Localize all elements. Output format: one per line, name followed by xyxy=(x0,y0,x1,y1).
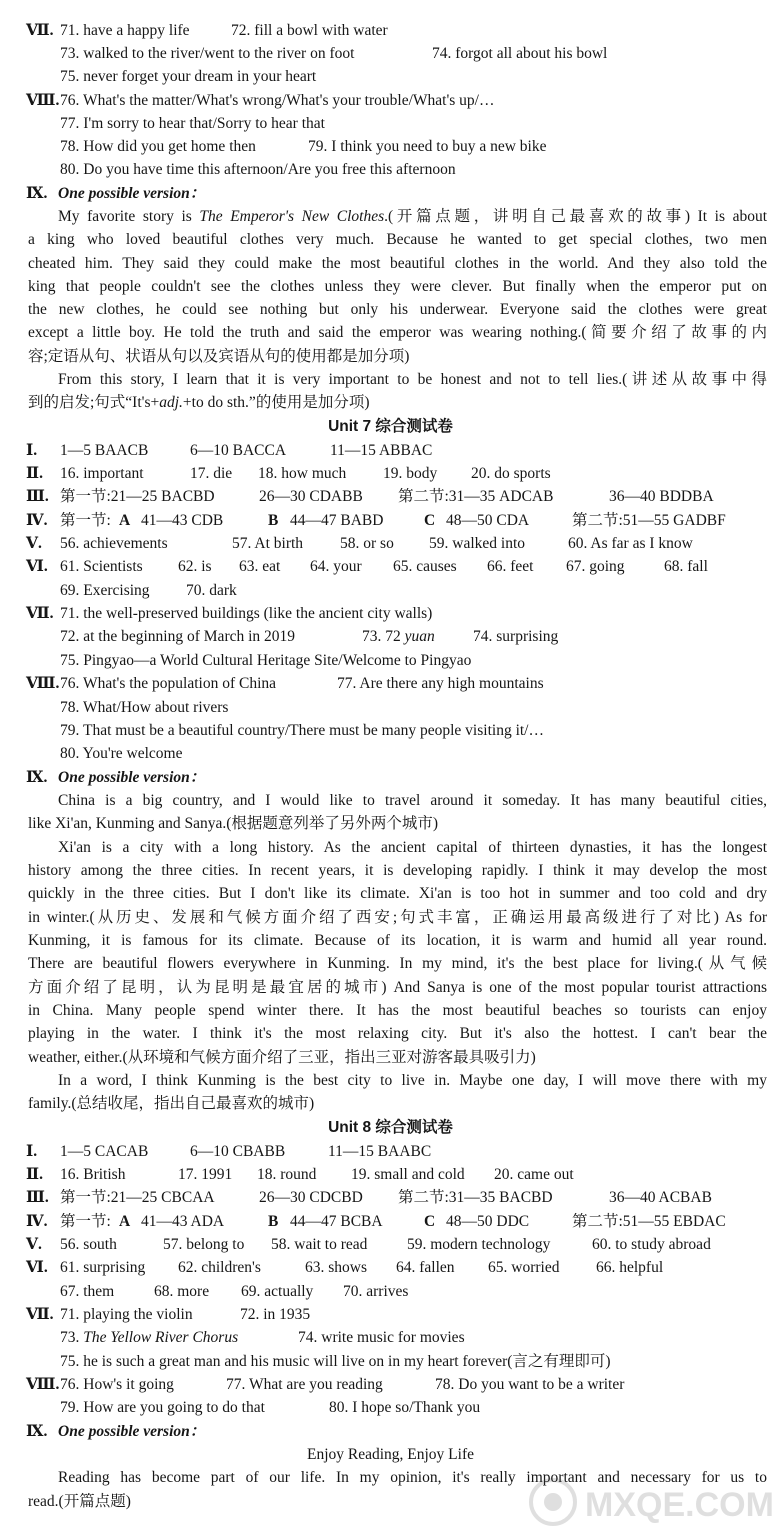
answer: 48—50 DDC xyxy=(446,1213,530,1230)
essay-line: history among the three cities. In recent years, it is developing rapidly. I think it may develop the most xyxy=(28,862,767,879)
u8-viii-row1 xyxy=(0,1373,781,1396)
answer: 11—15 ABBAC xyxy=(330,442,433,459)
answer: 56. south xyxy=(60,1236,117,1253)
answer: 57. belong to xyxy=(163,1236,245,1253)
answer: 57. At birth xyxy=(232,535,304,552)
answer: 61. Scientists xyxy=(60,558,143,575)
part-label: A xyxy=(119,1213,131,1230)
answer: 第二节:31—35 ADCAB xyxy=(398,488,554,505)
answer: 11—15 BAABC xyxy=(328,1143,432,1160)
answer: 36—40 ACBAB xyxy=(609,1189,712,1206)
section-number: Ⅲ. xyxy=(26,488,49,505)
answer: 80. Do you have time this afternoon/Are you free this afternoon xyxy=(60,161,456,178)
answer: 72. at the beginning of March in 2019 xyxy=(60,628,296,645)
essay-line: From this story, I learn that it is very important to be honest and not to tell lies.(讲述从故事中得 xyxy=(58,371,767,388)
section-number: Ⅲ. xyxy=(26,1189,49,1206)
section-number: Ⅴ. xyxy=(26,535,42,552)
part-label: C xyxy=(424,512,436,529)
answer: 第二节:51—55 GADBF xyxy=(572,512,726,529)
answer: 77. What are you reading xyxy=(226,1376,383,1393)
u7-viii-row1 xyxy=(0,672,781,695)
answer: 61. surprising xyxy=(60,1259,146,1276)
answer: 16. important xyxy=(60,465,144,482)
essay-line: quickly in the three cities. But I don't like its climate. Xi'an is too hot in summer and too cold and dry xyxy=(28,885,767,902)
part-label: A xyxy=(119,512,131,529)
answer: 56. achievements xyxy=(60,535,168,552)
answer: 71. the well-preserved buildings (like the ancient city walls) xyxy=(60,605,433,622)
answer: 76. What's the population of China xyxy=(60,675,277,692)
answer: 44—47 BCBA xyxy=(290,1213,383,1230)
essay-line: playing in the water. I think it's the most relaxing city. But it's also the hottest. I can't bear the xyxy=(28,1025,767,1042)
essay-line: My favorite story is The Emperor's New Clothes.(开篇点题，讲明自己最喜欢的故事) It is about xyxy=(58,208,767,225)
section-number: Ⅸ. xyxy=(26,185,48,202)
u8-i xyxy=(0,1140,781,1163)
answer: 78. How did you get home then xyxy=(60,138,256,155)
section-number: Ⅷ. xyxy=(26,675,60,692)
answer: 第二节:51—55 EBDAC xyxy=(572,1213,726,1230)
watermark-logo xyxy=(525,1472,775,1532)
u8-vii-row3 xyxy=(0,1350,781,1373)
essay-line: in winter.(从历史、发展和气候方面介绍了西安;句式丰富，正确运用最高级进行了对比) As for xyxy=(28,909,767,926)
answer: 58. or so xyxy=(340,535,394,552)
u8-vi-row1 xyxy=(0,1256,781,1279)
essay-line: read.(开篇点题) xyxy=(28,1493,131,1510)
part-label: B xyxy=(268,512,279,529)
section-number: Ⅵ. xyxy=(26,558,48,575)
answer: 60. As far as I know xyxy=(568,535,693,552)
u7-vii-row3 xyxy=(0,649,781,672)
u7-vi-row2 xyxy=(0,579,781,602)
u6-vii-row3 xyxy=(0,65,781,88)
version-label: One possible version： xyxy=(58,185,206,202)
answer: 第一节: xyxy=(60,512,111,529)
u8-viii-row2 xyxy=(0,1396,781,1419)
essay-line: king that people couldn't see the clothes unless they were clever. But finally when the emperor put on xyxy=(28,278,767,295)
answer: 77. Are there any high mountains xyxy=(337,675,544,692)
essay-line: Reading has become part of our life. In my opinion, it's really important and necessary for us to xyxy=(58,1469,767,1486)
answer: 65. worried xyxy=(488,1259,560,1276)
section-number: Ⅳ. xyxy=(26,512,48,529)
answer: 65. causes xyxy=(393,558,457,575)
section-number: Ⅴ. xyxy=(26,1236,42,1253)
essay-line: weather, either.(从环境和气候方面介绍了三亚，指出三亚对游客最具吸引力) xyxy=(28,1049,536,1066)
answer: 78. Do you want to be a writer xyxy=(435,1376,625,1393)
essay-line: In a word, I think Kunming is the best city to live in. Maybe one day, I will move there with my xyxy=(58,1072,767,1089)
u8-iii xyxy=(0,1186,781,1209)
answer: 第一节: xyxy=(60,1213,111,1230)
answer: 66. feet xyxy=(487,558,534,575)
answer: 1—5 BAACB xyxy=(60,442,149,459)
answer: 67. going xyxy=(566,558,625,575)
answer: 58. wait to read xyxy=(271,1236,368,1253)
essay-line: There are beautiful flowers everywhere in Kunming. In my mind, it's the best place for living.(从气候 xyxy=(28,955,767,972)
answer: 75. he is such a great man and his music will live on in my heart forever(言之有理即可) xyxy=(60,1353,611,1370)
answer: 26—30 CDABB xyxy=(259,488,363,505)
answer: 18. round xyxy=(257,1166,317,1183)
answer: 16. British xyxy=(60,1166,126,1183)
answer: 62. is xyxy=(178,558,212,575)
answer: 74. forgot all about his bowl xyxy=(432,45,608,62)
answer: 41—43 ADA xyxy=(141,1213,225,1230)
answer: 69. actually xyxy=(241,1283,314,1300)
watermark-text: MXQE.COM xyxy=(585,1486,774,1524)
answer: 63. eat xyxy=(239,558,281,575)
unit8-title: Unit 8 综合测试卷 xyxy=(328,1119,453,1136)
u7-ix-header xyxy=(0,766,781,789)
answer: 72. fill a bowl with water xyxy=(231,22,388,39)
answer: 19. body xyxy=(383,465,438,482)
answer: 79. How are you going to do that xyxy=(60,1399,265,1416)
essay-line: 容;定语从句、状语从句以及宾语从句的使用都是加分项) xyxy=(28,348,410,365)
essay-line: 到的启发;句式“It's+adj.+to do sth.”的使用是加分项) xyxy=(28,394,370,411)
u7-vi-row1 xyxy=(0,555,781,578)
answer: 76. How's it going xyxy=(60,1376,174,1393)
u6-vii-row1 xyxy=(0,19,781,42)
essay-line: China is a big country, and I would like to travel around it someday. It has many beautiful cities, xyxy=(58,792,767,809)
essay-title: Enjoy Reading, Enjoy Life xyxy=(306,1446,475,1463)
answer: 73. walked to the river/went to the river on foot xyxy=(60,45,355,62)
u7-i xyxy=(0,439,781,462)
section-number: Ⅷ. xyxy=(26,92,60,109)
answer: 78. What/How about rivers xyxy=(60,699,229,716)
answer: 第一节:21—25 BACBD xyxy=(60,488,215,505)
answer: 63. shows xyxy=(305,1259,368,1276)
essay-line: family.(总结收尾，指出自己最喜欢的城市) xyxy=(28,1095,315,1112)
answer: 1—5 CACAB xyxy=(60,1143,149,1160)
section-number: Ⅶ. xyxy=(26,22,54,39)
u7-viii-row2 xyxy=(0,696,781,719)
essay-line: except a little boy. He told the truth and said the emperor was wearing nothing.(简要介绍了故事的内 xyxy=(28,324,767,341)
u8-vi-row2 xyxy=(0,1280,781,1303)
part-label: C xyxy=(424,1213,436,1230)
essay-line: 方面介绍了昆明，认为昆明是最宜居的城市) And Sanya is one of the most popular tourist attractions xyxy=(28,979,767,996)
version-label: One possible version： xyxy=(58,1423,206,1440)
u6-viii-row3 xyxy=(0,135,781,158)
answer: 74. surprising xyxy=(473,628,559,645)
answer: 64. your xyxy=(310,558,362,575)
u7-iv xyxy=(0,509,781,532)
answer: 第一节:21—25 CBCAA xyxy=(60,1189,215,1206)
answer: 79. That must be a beautiful country/There must be many people visiting it/… xyxy=(60,722,544,739)
section-number: Ⅳ. xyxy=(26,1213,48,1230)
u8-vii-row1 xyxy=(0,1303,781,1326)
section-number: Ⅸ. xyxy=(26,769,48,786)
answer: 60. to study abroad xyxy=(592,1236,711,1253)
answer: 68. more xyxy=(154,1283,210,1300)
answer: 73. The Yellow River Chorus xyxy=(60,1329,239,1346)
u8-v xyxy=(0,1233,781,1256)
answer: 75. never forget your dream in your heart xyxy=(60,68,317,85)
answer: 76. What's the matter/What's wrong/What's your trouble/What's up/… xyxy=(60,92,495,109)
answer: 66. helpful xyxy=(596,1259,664,1276)
answer: 59. walked into xyxy=(429,535,525,552)
u7-iii xyxy=(0,485,781,508)
u8-ii xyxy=(0,1163,781,1186)
answer: 71. playing the violin xyxy=(60,1306,193,1323)
answer: 59. modern technology xyxy=(407,1236,551,1253)
section-number: Ⅶ. xyxy=(26,1306,54,1323)
section-number: Ⅵ. xyxy=(26,1259,48,1276)
answer: 67. them xyxy=(60,1283,115,1300)
section-number: Ⅰ. xyxy=(26,1143,38,1160)
u8-iv xyxy=(0,1210,781,1233)
answer: 80. I hope so/Thank you xyxy=(329,1399,481,1416)
answer: 68. fall xyxy=(664,558,708,575)
u7-vii-row2 xyxy=(0,625,781,648)
u6-viii-row4 xyxy=(0,158,781,181)
answer: 6—10 CBABB xyxy=(190,1143,286,1160)
u7-viii-row3 xyxy=(0,719,781,742)
answer: 64. fallen xyxy=(396,1259,455,1276)
answer: 41—43 CDB xyxy=(141,512,224,529)
essay-line: the new clothes, he could see nothing but only his underwear. Everyone said the clothes were great xyxy=(28,301,767,318)
answer: 36—40 BDDBA xyxy=(609,488,714,505)
answer: 20. came out xyxy=(494,1166,574,1183)
section-number: Ⅰ. xyxy=(26,442,38,459)
essay-line: Kunming, it is famous for its climate. Because of its location, it is warm and humid all year round. xyxy=(28,932,767,949)
u6-vii-row2 xyxy=(0,42,781,65)
u8-ix-header xyxy=(0,1420,781,1443)
answer: 17. die xyxy=(190,465,233,482)
section-number: Ⅶ. xyxy=(26,605,54,622)
u6-viii-row1 xyxy=(0,89,781,112)
u7-viii-row4 xyxy=(0,742,781,765)
answer: 80. You're welcome xyxy=(60,745,183,762)
answer: 6—10 BACCA xyxy=(190,442,287,459)
answer: 19. small and cold xyxy=(351,1166,465,1183)
answer: 18. how much xyxy=(258,465,347,482)
answer: 71. have a happy life xyxy=(60,22,190,39)
u7-vii-row1 xyxy=(0,602,781,625)
unit7-title: Unit 7 综合测试卷 xyxy=(328,418,453,435)
answer: 75. Pingyao—a World Cultural Heritage Site/Welcome to Pingyao xyxy=(60,652,472,669)
essay-line: in China. Many people spend winter there. It has the most beautiful beaches so tourists can enjoy xyxy=(28,1002,767,1019)
section-number: Ⅱ. xyxy=(26,1166,43,1183)
u7-ii xyxy=(0,462,781,485)
essay-line: like Xi'an, Kunming and Sanya.(根据题意列举了另外两个城市) xyxy=(28,815,439,832)
answer: 26—30 CDCBD xyxy=(259,1189,363,1206)
essay-line: a king who loved beautiful clothes very much. Because he wanted to get special clothes, two men xyxy=(28,231,767,248)
section-number: Ⅷ. xyxy=(26,1376,60,1393)
answer: 70. arrives xyxy=(343,1283,409,1300)
answer: 74. write music for movies xyxy=(298,1329,465,1346)
answer: 77. I'm sorry to hear that/Sorry to hear that xyxy=(60,115,325,132)
answer: 44—47 BABD xyxy=(290,512,384,529)
u6-ix-header xyxy=(0,182,781,205)
answer: 第二节:31—35 BACBD xyxy=(398,1189,553,1206)
u7-v xyxy=(0,532,781,555)
section-number: Ⅱ. xyxy=(26,465,43,482)
essay-line: Xi'an is a city with a long history. As the ancient capital of thirteen dynasties, it has the longest xyxy=(58,839,767,856)
essay-line: cheated him. They said they could make the most beautiful clothes in the world. And they also told the xyxy=(28,255,767,272)
section-number: Ⅸ. xyxy=(26,1423,48,1440)
answer: 17. 1991 xyxy=(178,1166,233,1183)
version-label: One possible version： xyxy=(58,769,206,786)
answer: 69. Exercising xyxy=(60,582,150,599)
answer: 48—50 CDA xyxy=(446,512,530,529)
part-label: B xyxy=(268,1213,279,1230)
answer: 73. 72 yuan xyxy=(362,628,435,645)
answer: 72. in 1935 xyxy=(240,1306,311,1323)
answer: 62. children's xyxy=(178,1259,261,1276)
answer: 70. dark xyxy=(186,582,237,599)
answer: 79. I think you need to buy a new bike xyxy=(308,138,547,155)
u6-viii-row2 xyxy=(0,112,781,135)
u8-vii-row2 xyxy=(0,1326,781,1349)
answer: 20. do sports xyxy=(471,465,551,482)
